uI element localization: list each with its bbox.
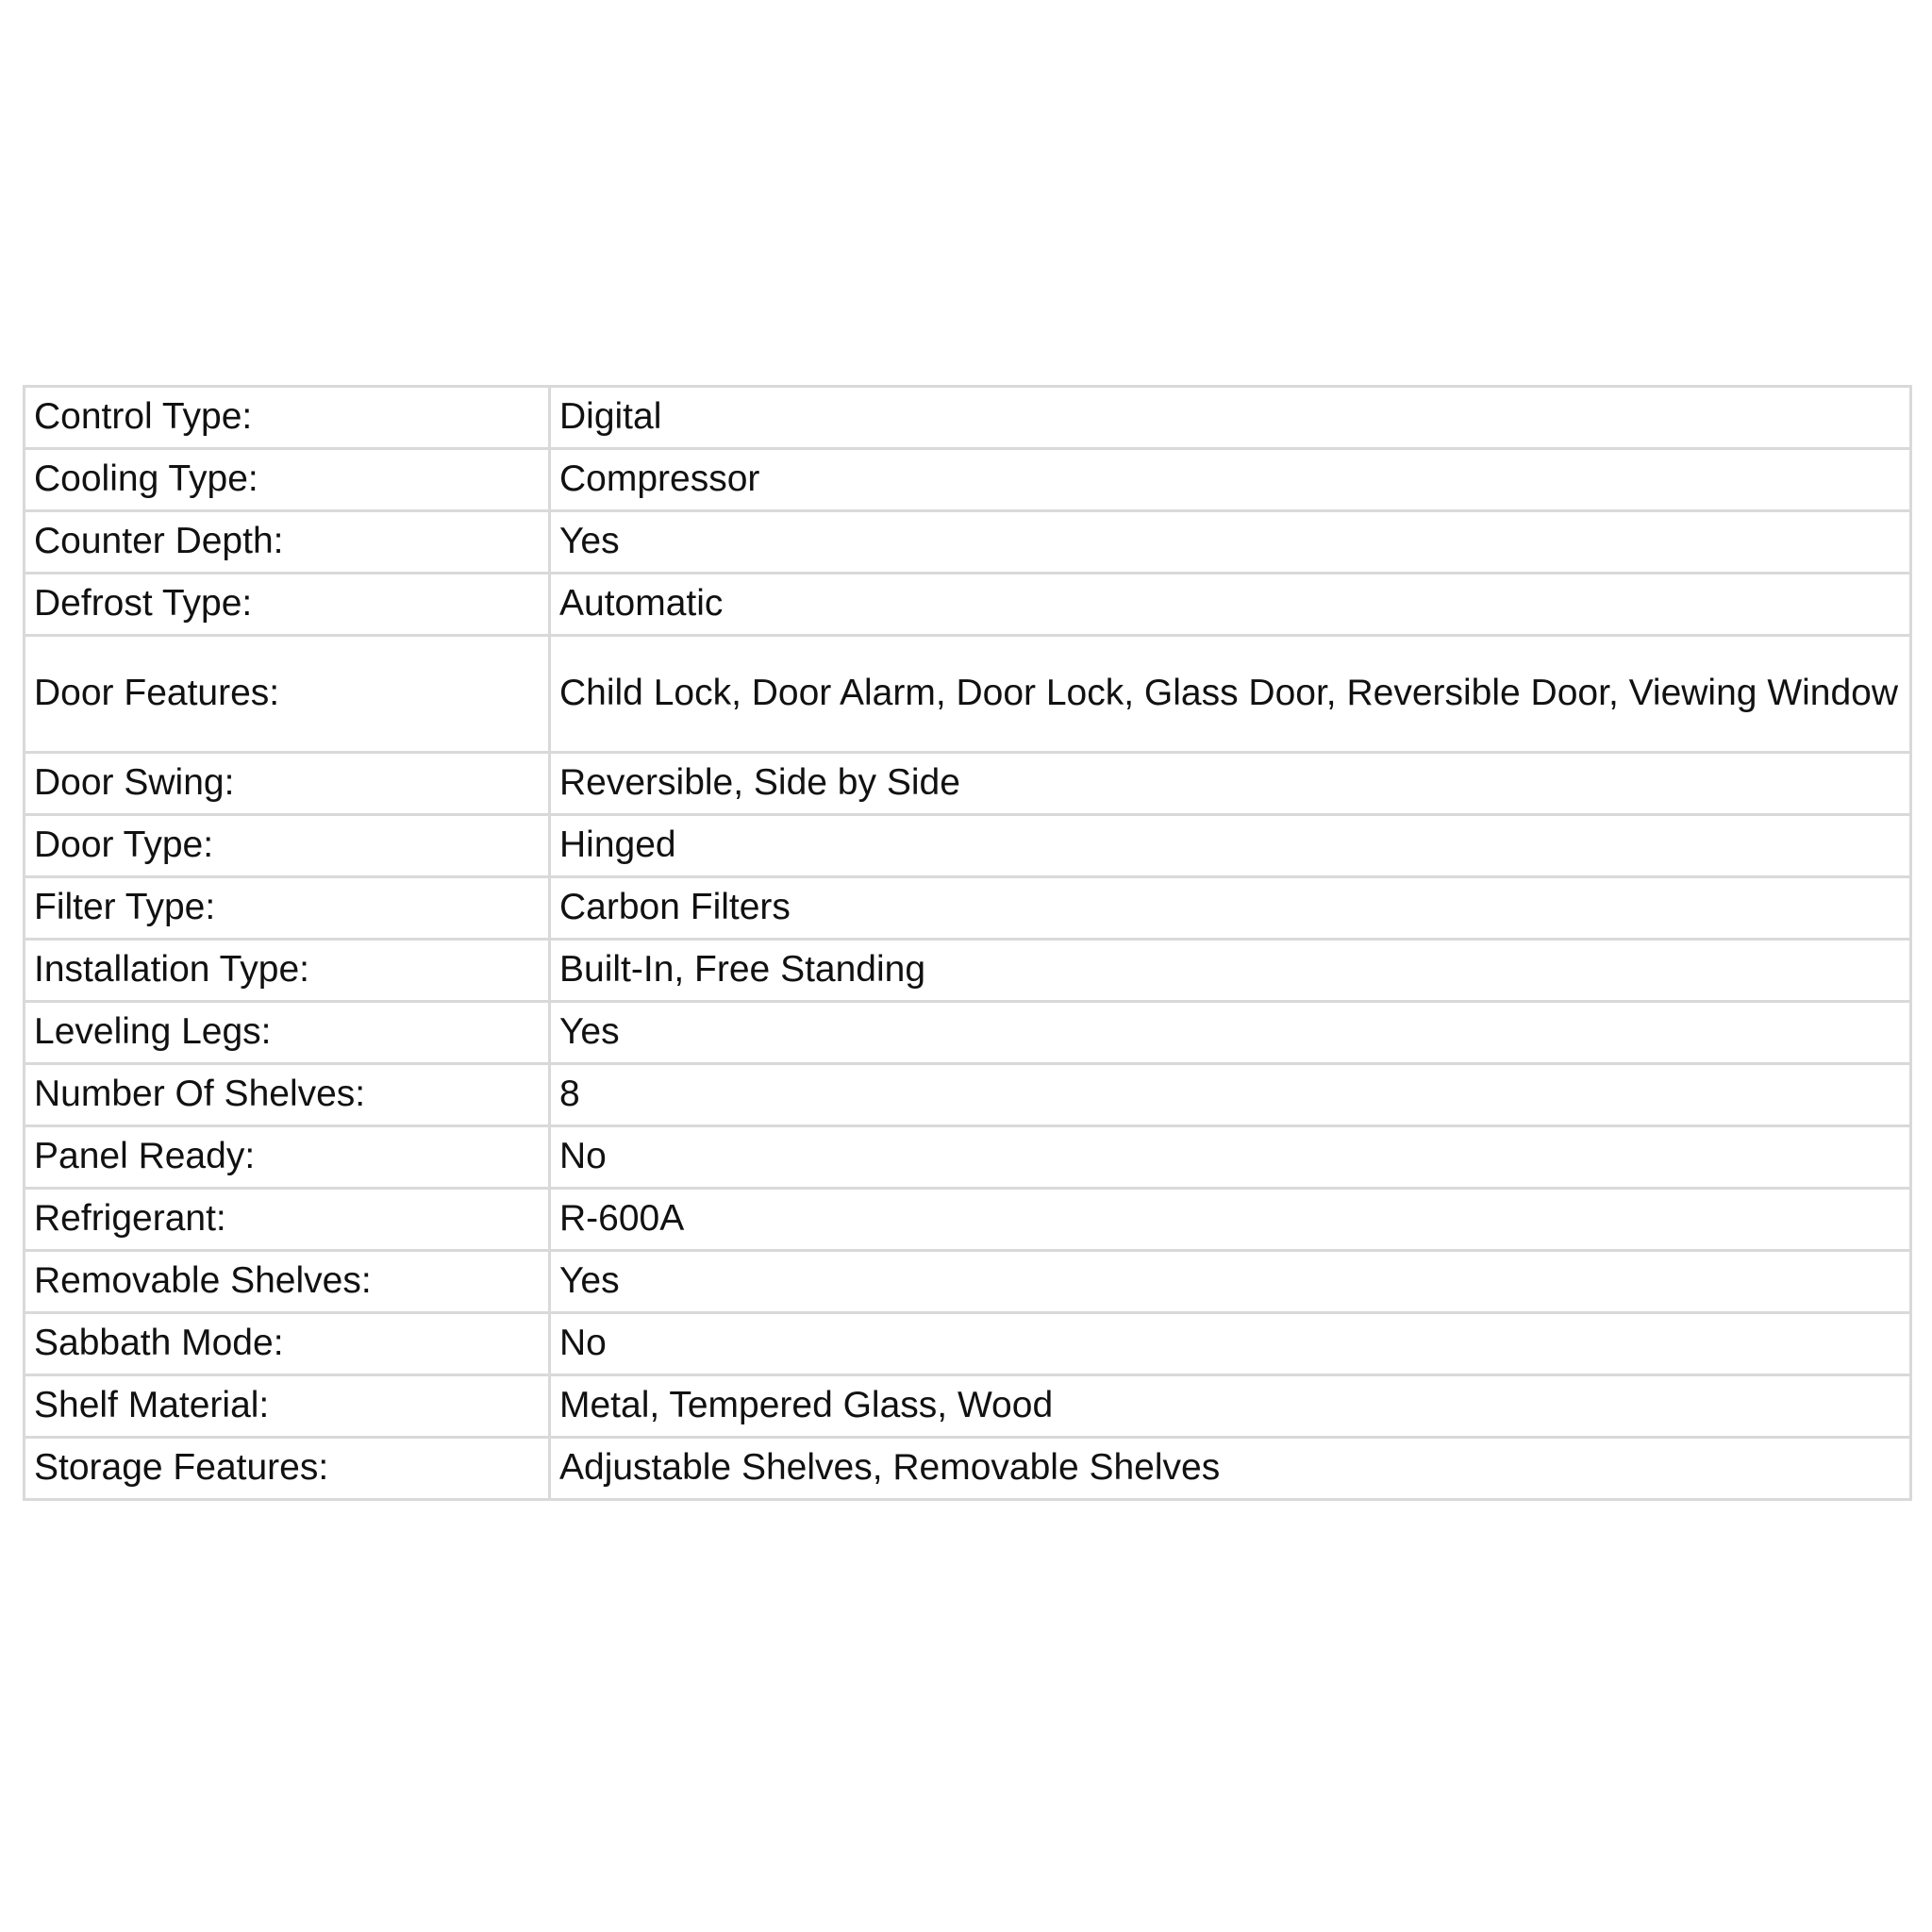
spec-value: 8 [550, 1064, 1911, 1126]
spec-label: Refrigerant: [25, 1189, 550, 1251]
table-row [25, 449, 1911, 511]
spec-value: No [550, 1313, 1911, 1375]
spec-label: Door Features: [25, 636, 550, 753]
table-row [25, 940, 1911, 1002]
spec-label: Control Type: [25, 387, 550, 449]
spec-value: Adjustable Shelves, Removable Shelves [550, 1438, 1911, 1500]
table-row [25, 1438, 1911, 1500]
spec-label: Shelf Material: [25, 1375, 550, 1438]
spec-label: Door Type: [25, 815, 550, 877]
spec-label: Removable Shelves: [25, 1251, 550, 1313]
spec-label: Storage Features: [25, 1438, 550, 1500]
spec-label: Installation Type: [25, 940, 550, 1002]
spec-table [23, 385, 1912, 1501]
table-row [25, 1189, 1911, 1251]
table-row [25, 1251, 1911, 1313]
spec-value: Carbon Filters [550, 877, 1911, 940]
table-row [25, 387, 1911, 449]
spec-label: Counter Depth: [25, 511, 550, 574]
table-row [25, 753, 1911, 815]
spec-value: No [550, 1126, 1911, 1189]
table-row [25, 815, 1911, 877]
table-row [25, 1313, 1911, 1375]
spec-value: Digital [550, 387, 1911, 449]
spec-label: Cooling Type: [25, 449, 550, 511]
table-row [25, 1002, 1911, 1064]
table-row [25, 511, 1911, 574]
spec-value: Metal, Tempered Glass, Wood [550, 1375, 1911, 1438]
spec-value: Yes [550, 511, 1911, 574]
spec-label: Leveling Legs: [25, 1002, 550, 1064]
table-row [25, 1064, 1911, 1126]
table-row [25, 636, 1911, 753]
spec-value: Child Lock, Door Alarm, Door Lock, Glass Door, Reversible Door, Viewing Window [550, 636, 1911, 753]
spec-label: Number Of Shelves: [25, 1064, 550, 1126]
spec-label: Sabbath Mode: [25, 1313, 550, 1375]
spec-value: Built-In, Free Standing [550, 940, 1911, 1002]
table-row [25, 574, 1911, 636]
table-row [25, 1126, 1911, 1189]
spec-value: Hinged [550, 815, 1911, 877]
table-row [25, 877, 1911, 940]
spec-value: Compressor [550, 449, 1911, 511]
spec-value: Yes [550, 1002, 1911, 1064]
spec-value: Automatic [550, 574, 1911, 636]
table-row [25, 1375, 1911, 1438]
spec-label: Door Swing: [25, 753, 550, 815]
spec-table-body [25, 387, 1911, 1500]
spec-label: Filter Type: [25, 877, 550, 940]
spec-value: Reversible, Side by Side [550, 753, 1911, 815]
spec-value: R-600A [550, 1189, 1911, 1251]
spec-value: Yes [550, 1251, 1911, 1313]
spec-label: Defrost Type: [25, 574, 550, 636]
spec-label: Panel Ready: [25, 1126, 550, 1189]
